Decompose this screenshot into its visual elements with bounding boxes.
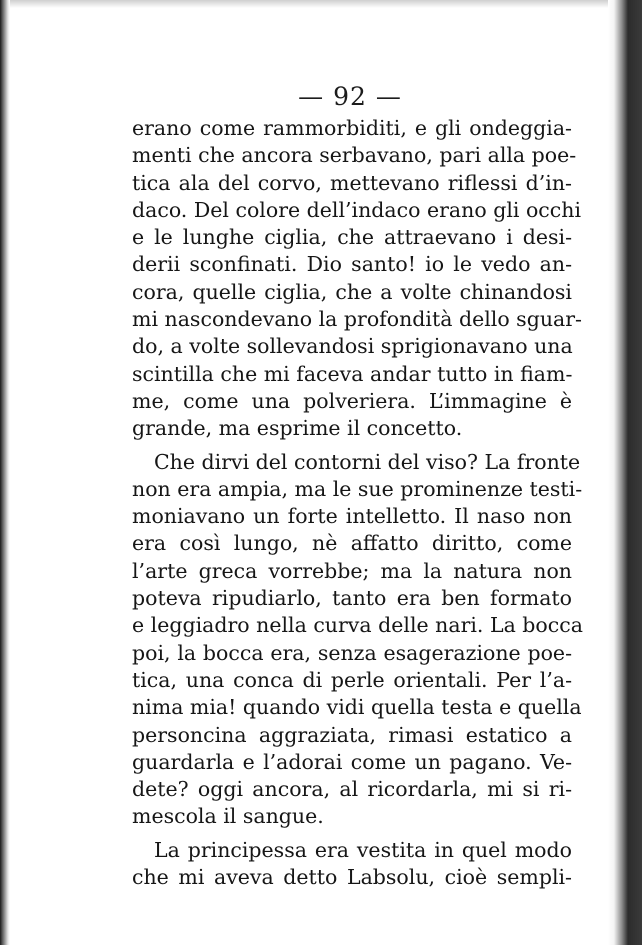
text-line: menti che ancora serbavano, pari alla poe-: [132, 143, 577, 168]
text-line: erano come rammorbiditi, e gli ondeggia-: [132, 116, 572, 140]
text-line: mi nascondevano la profondità dello sguar-: [132, 307, 582, 332]
text-line: tica ala del corvo, mettevano riflessi d’in-: [132, 170, 572, 195]
text-line: guardarla e l’adorai come un pagano. Ve-: [132, 749, 572, 774]
text-line: La principessa era vestita in quel modo: [154, 837, 572, 862]
text-line: era così lungo, nè affatto diritto, come: [132, 531, 572, 556]
text-line: e le lunghe ciglia, che attraevano i desi-: [132, 225, 572, 250]
text-line: scintilla che mi faceva andar tutto in fiam-: [132, 361, 573, 386]
text-line: nima mia! quando vidi quella testa e quella: [132, 695, 582, 720]
text-line: poi, la bocca era, senza esagerazione poe-: [132, 640, 572, 665]
paragraph: [132, 837, 572, 892]
text-line: grande, ma esprime il concetto.: [132, 416, 463, 441]
text-line: derii sconfinati. Dio santo! io le vedo an-: [132, 252, 572, 277]
text-line: e leggiadro nella curva delle nari. La bocca: [132, 613, 583, 638]
text-line: do, a volte sollevandosi sprigionavano una: [132, 334, 573, 359]
paragraph: [132, 115, 582, 443]
text-line: l’arte greca vorrebbe; ma la natura non: [132, 558, 572, 583]
text-line: che mi aveva detto Labsolu, cioè sempli-: [132, 865, 572, 890]
text-line: non era ampia, ma le sue prominenze testi-: [132, 476, 583, 501]
text-line: dete? oggi ancora, al ricordarla, mi si ri-: [132, 777, 572, 802]
text-line: Che dirvi del contorni del viso? La fronte: [154, 449, 581, 474]
text-line: moniavano un forte intelletto. Il naso non: [132, 504, 572, 529]
text-line: me, come una polveriera. L’immagine è: [132, 388, 572, 413]
paragraph: [132, 449, 583, 831]
text-line: mescola il sangue.: [132, 804, 324, 829]
text-line: tica, una conca di perle orientali. Per l’a-: [132, 667, 572, 692]
text-line: cora, quelle ciglia, che a volte chinandosi: [132, 279, 572, 304]
text-line: personcina aggraziata, rimasi estatico a: [132, 722, 572, 747]
body-text: [132, 115, 583, 891]
text-line: poteva ripudiarlo, tanto era ben formato: [132, 586, 572, 611]
text-line: daco. Del colore dell’indaco erano gli occhi: [132, 197, 582, 222]
page-number: — 92 —: [298, 82, 402, 111]
